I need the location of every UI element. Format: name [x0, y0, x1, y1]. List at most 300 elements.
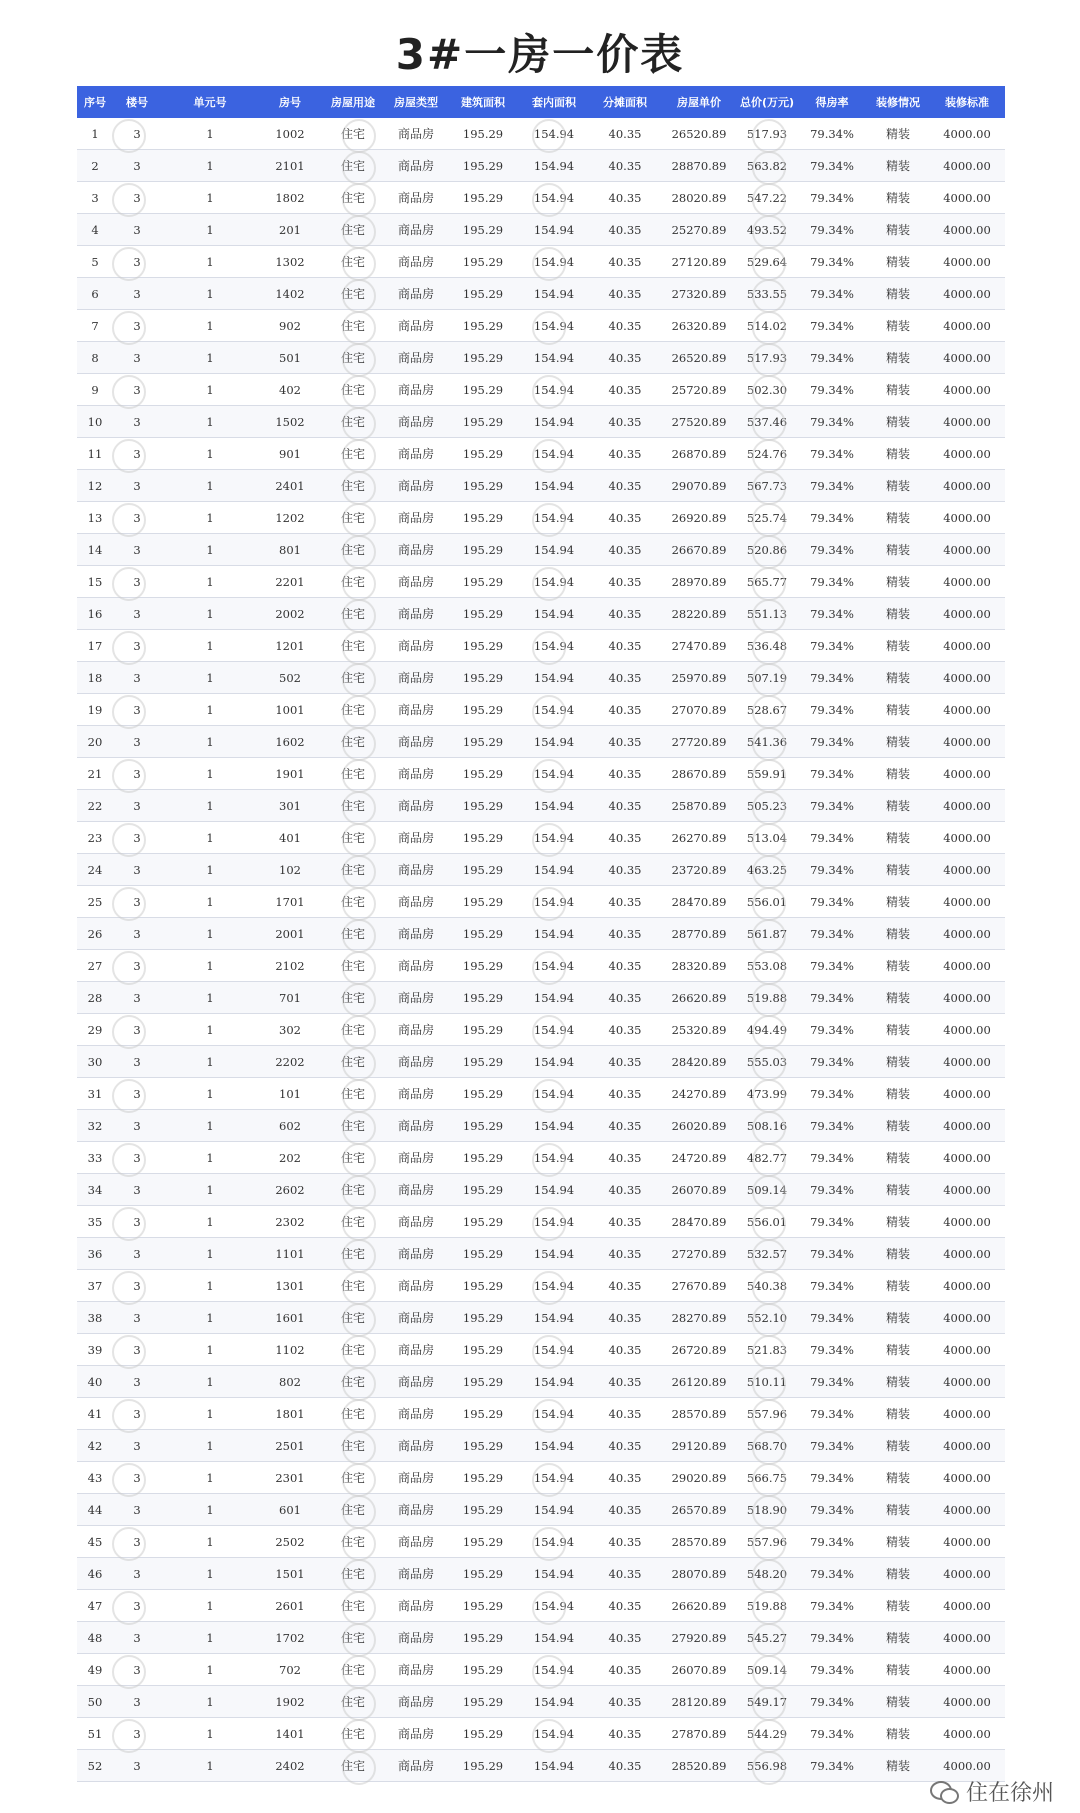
table-cell: 精装 [867, 1750, 929, 1782]
table-cell: 3 [113, 150, 161, 182]
table-cell: 1 [161, 214, 259, 246]
table-row [77, 1046, 1005, 1078]
table-cell: 195.29 [447, 886, 519, 918]
table-cell: 18 [77, 662, 113, 694]
table-cell: 26720.89 [661, 1334, 737, 1366]
table-cell: 40.35 [589, 502, 661, 534]
table-cell: 4000.00 [929, 694, 1005, 726]
table-cell: 精装 [867, 1526, 929, 1558]
table-cell: 精装 [867, 1334, 929, 1366]
table-cell: 4000.00 [929, 470, 1005, 502]
table-cell: 507.19 [737, 662, 797, 694]
table-cell: 3 [113, 438, 161, 470]
table-cell: 1 [161, 1462, 259, 1494]
table-row [77, 502, 1005, 534]
table-cell: 商品房 [385, 246, 447, 278]
table-row [77, 150, 1005, 182]
table-cell: 商品房 [385, 534, 447, 566]
table-cell: 40.35 [589, 918, 661, 950]
table-cell: 529.64 [737, 246, 797, 278]
table-cell: 4000.00 [929, 1526, 1005, 1558]
table-cell: 精装 [867, 1046, 929, 1078]
table-cell: 精装 [867, 502, 929, 534]
table-cell: 4000.00 [929, 662, 1005, 694]
table-cell: 住宅 [321, 534, 385, 566]
table-cell: 精装 [867, 694, 929, 726]
table-header [77, 86, 1005, 118]
table-cell: 1701 [259, 886, 321, 918]
table-cell: 住宅 [321, 1302, 385, 1334]
table-cell: 1 [161, 1654, 259, 1686]
table-cell: 住宅 [321, 1270, 385, 1302]
table-row [77, 246, 1005, 278]
table-cell: 精装 [867, 1238, 929, 1270]
table-cell: 154.94 [519, 1174, 589, 1206]
table-cell: 40.35 [589, 1494, 661, 1526]
table-cell: 27870.89 [661, 1718, 737, 1750]
table-cell: 1 [161, 374, 259, 406]
table-cell: 520.86 [737, 534, 797, 566]
table-cell: 商品房 [385, 502, 447, 534]
table-cell: 4000.00 [929, 1078, 1005, 1110]
table-cell: 40.35 [589, 1750, 661, 1782]
table-cell: 1 [161, 1430, 259, 1462]
table-cell: 4000.00 [929, 150, 1005, 182]
table-cell: 40.35 [589, 534, 661, 566]
table-cell: 79.34% [797, 1238, 867, 1270]
table-cell: 4000.00 [929, 1494, 1005, 1526]
table-row [77, 1718, 1005, 1750]
table-cell: 1 [161, 1494, 259, 1526]
table-cell: 29020.89 [661, 1462, 737, 1494]
table-cell: 28220.89 [661, 598, 737, 630]
table-cell: 528.67 [737, 694, 797, 726]
table-cell: 79.34% [797, 1142, 867, 1174]
table-cell: 195.29 [447, 918, 519, 950]
table-cell: 住宅 [321, 214, 385, 246]
table-cell: 3 [113, 1398, 161, 1430]
table-cell: 79.34% [797, 1302, 867, 1334]
table-cell: 商品房 [385, 950, 447, 982]
table-cell: 79.34% [797, 1046, 867, 1078]
table-cell: 1 [161, 406, 259, 438]
table-cell: 1501 [259, 1558, 321, 1590]
table-cell: 40.35 [589, 1366, 661, 1398]
table-cell: 195.29 [447, 1686, 519, 1718]
table-row [77, 1142, 1005, 1174]
table-cell: 精装 [867, 470, 929, 502]
table-cell: 195.29 [447, 1526, 519, 1558]
table-cell: 商品房 [385, 1366, 447, 1398]
table-cell: 195.29 [447, 406, 519, 438]
table-cell: 4000.00 [929, 1270, 1005, 1302]
table-cell: 3 [113, 1558, 161, 1590]
table-cell: 26070.89 [661, 1174, 737, 1206]
table-cell: 3 [113, 1110, 161, 1142]
table-cell: 28070.89 [661, 1558, 737, 1590]
table-cell: 3 [113, 886, 161, 918]
table-cell: 79.34% [797, 534, 867, 566]
table-cell: 住宅 [321, 1526, 385, 1558]
table-cell: 40.35 [589, 246, 661, 278]
table-cell: 28520.89 [661, 1750, 737, 1782]
table-cell: 195.29 [447, 1398, 519, 1430]
table-cell: 548.20 [737, 1558, 797, 1590]
table-cell: 79.34% [797, 1078, 867, 1110]
table-cell: 精装 [867, 918, 929, 950]
table-cell: 21 [77, 758, 113, 790]
table-cell: 2502 [259, 1526, 321, 1558]
table-cell: 79.34% [797, 1398, 867, 1430]
table-cell: 3 [113, 1494, 161, 1526]
table-cell: 40.35 [589, 1622, 661, 1654]
table-cell: 154.94 [519, 1430, 589, 1462]
table-row [77, 182, 1005, 214]
table-cell: 493.52 [737, 214, 797, 246]
table-cell: 463.25 [737, 854, 797, 886]
table-cell: 住宅 [321, 854, 385, 886]
table-cell: 195.29 [447, 1302, 519, 1334]
table-cell: 42 [77, 1430, 113, 1462]
table-cell: 154.94 [519, 534, 589, 566]
table-row [77, 694, 1005, 726]
table-cell: 154.94 [519, 790, 589, 822]
table-cell: 商品房 [385, 1302, 447, 1334]
table-cell: 154.94 [519, 854, 589, 886]
table-cell: 1 [161, 1142, 259, 1174]
table-row [77, 1110, 1005, 1142]
table-cell: 79.34% [797, 118, 867, 150]
table-cell: 4000.00 [929, 982, 1005, 1014]
table-cell: 商品房 [385, 1078, 447, 1110]
table-cell: 40.35 [589, 1526, 661, 1558]
table-cell: 22 [77, 790, 113, 822]
table-cell: 商品房 [385, 406, 447, 438]
table-cell: 1 [161, 1590, 259, 1622]
table-cell: 195.29 [447, 1622, 519, 1654]
table-cell: 住宅 [321, 1494, 385, 1526]
table-cell: 1302 [259, 246, 321, 278]
table-cell: 40.35 [589, 1238, 661, 1270]
table-cell: 36 [77, 1238, 113, 1270]
table-cell: 556.01 [737, 886, 797, 918]
table-cell: 46 [77, 1558, 113, 1590]
table-cell: 154.94 [519, 1526, 589, 1558]
table-cell: 29120.89 [661, 1430, 737, 1462]
table-cell: 40.35 [589, 1206, 661, 1238]
table-cell: 精装 [867, 1174, 929, 1206]
table-cell: 101 [259, 1078, 321, 1110]
table-cell: 3 [113, 630, 161, 662]
table-cell: 28670.89 [661, 758, 737, 790]
table-cell: 精装 [867, 182, 929, 214]
table-cell: 195.29 [447, 1078, 519, 1110]
table-cell: 802 [259, 1366, 321, 1398]
table-cell: 27670.89 [661, 1270, 737, 1302]
table-cell: 3 [113, 950, 161, 982]
table-cell: 40.35 [589, 470, 661, 502]
table-cell: 40.35 [589, 1430, 661, 1462]
table-cell: 商品房 [385, 150, 447, 182]
table-cell: 154.94 [519, 1494, 589, 1526]
table-cell: 154.94 [519, 310, 589, 342]
table-cell: 4000.00 [929, 214, 1005, 246]
table-cell: 154.94 [519, 182, 589, 214]
table-cell: 商品房 [385, 1046, 447, 1078]
table-cell: 住宅 [321, 1686, 385, 1718]
table-cell: 79.34% [797, 1110, 867, 1142]
table-cell: 1 [161, 1110, 259, 1142]
table-cell: 3 [113, 1078, 161, 1110]
table-cell: 154.94 [519, 758, 589, 790]
table-cell: 32 [77, 1110, 113, 1142]
table-cell: 3 [77, 182, 113, 214]
table-cell: 3 [113, 1174, 161, 1206]
table-cell: 195.29 [447, 310, 519, 342]
table-cell: 26620.89 [661, 1590, 737, 1622]
table-cell: 住宅 [321, 1206, 385, 1238]
table-row [77, 854, 1005, 886]
table-cell: 195.29 [447, 1462, 519, 1494]
table-cell: 4000.00 [929, 1142, 1005, 1174]
table-cell: 79.34% [797, 694, 867, 726]
table-cell: 154.94 [519, 1366, 589, 1398]
table-cell: 住宅 [321, 470, 385, 502]
table-cell: 4000.00 [929, 1558, 1005, 1590]
table-cell: 40.35 [589, 1398, 661, 1430]
table-cell: 52 [77, 1750, 113, 1782]
table-cell: 79.34% [797, 342, 867, 374]
table-cell: 住宅 [321, 982, 385, 1014]
table-cell: 154.94 [519, 1590, 589, 1622]
table-cell: 精装 [867, 758, 929, 790]
footer-brand [930, 1776, 1054, 1807]
table-cell: 商品房 [385, 1334, 447, 1366]
table-cell: 住宅 [321, 1174, 385, 1206]
table-row [77, 566, 1005, 598]
table-cell: 1 [161, 630, 259, 662]
table-cell: 1 [77, 118, 113, 150]
table-cell: 154.94 [519, 1622, 589, 1654]
table-cell: 28570.89 [661, 1398, 737, 1430]
column-header: 建筑面积 [447, 86, 519, 118]
table-cell: 154.94 [519, 566, 589, 598]
table-cell: 40.35 [589, 630, 661, 662]
table-cell: 3 [113, 854, 161, 886]
table-cell: 79.34% [797, 374, 867, 406]
table-cell: 精装 [867, 950, 929, 982]
table-cell: 4000.00 [929, 566, 1005, 598]
table-cell: 商品房 [385, 214, 447, 246]
table-cell: 26020.89 [661, 1110, 737, 1142]
table-cell: 79.34% [797, 918, 867, 950]
table-cell: 51 [77, 1718, 113, 1750]
table-cell: 3 [113, 374, 161, 406]
table-cell: 住宅 [321, 1078, 385, 1110]
table-cell: 住宅 [321, 1590, 385, 1622]
table-cell: 154.94 [519, 118, 589, 150]
table-cell: 1 [161, 1334, 259, 1366]
table-cell: 3 [113, 278, 161, 310]
table-cell: 精装 [867, 854, 929, 886]
table-cell: 552.10 [737, 1302, 797, 1334]
table-cell: 精装 [867, 1462, 929, 1494]
table-cell: 40.35 [589, 374, 661, 406]
table-cell: 精装 [867, 1014, 929, 1046]
table-cell: 4000.00 [929, 246, 1005, 278]
table-cell: 商品房 [385, 342, 447, 374]
table-cell: 6 [77, 278, 113, 310]
table-cell: 28270.89 [661, 1302, 737, 1334]
table-cell: 44 [77, 1494, 113, 1526]
table-cell: 住宅 [321, 598, 385, 630]
table-cell: 26320.89 [661, 310, 737, 342]
table-cell: 4000.00 [929, 854, 1005, 886]
table-cell: 4000.00 [929, 1590, 1005, 1622]
table-cell: 4000.00 [929, 342, 1005, 374]
table-cell: 509.14 [737, 1654, 797, 1686]
table-cell: 154.94 [519, 1078, 589, 1110]
table-cell: 4000.00 [929, 918, 1005, 950]
table-cell: 住宅 [321, 1558, 385, 1590]
table-cell: 14 [77, 534, 113, 566]
table-cell: 住宅 [321, 1398, 385, 1430]
table-cell: 202 [259, 1142, 321, 1174]
table-cell: 195.29 [447, 278, 519, 310]
table-cell: 3 [113, 182, 161, 214]
table-cell: 住宅 [321, 150, 385, 182]
table-cell: 195.29 [447, 822, 519, 854]
table-cell: 195.29 [447, 1110, 519, 1142]
table-cell: 精装 [867, 1718, 929, 1750]
table-cell: 40.35 [589, 342, 661, 374]
table-cell: 195.29 [447, 470, 519, 502]
table-cell: 4000.00 [929, 534, 1005, 566]
table-cell: 3 [113, 566, 161, 598]
table-cell: 商品房 [385, 1142, 447, 1174]
table-cell: 40.35 [589, 438, 661, 470]
table-cell: 26870.89 [661, 438, 737, 470]
table-row [77, 1622, 1005, 1654]
table-cell: 商品房 [385, 886, 447, 918]
table-cell: 住宅 [321, 438, 385, 470]
table-cell: 商品房 [385, 1526, 447, 1558]
table-cell: 154.94 [519, 918, 589, 950]
table-cell: 1 [161, 694, 259, 726]
table-row [77, 918, 1005, 950]
table-cell: 4000.00 [929, 1014, 1005, 1046]
table-cell: 195.29 [447, 758, 519, 790]
table-cell: 精装 [867, 982, 929, 1014]
table-cell: 1 [161, 534, 259, 566]
table-cell: 154.94 [519, 1142, 589, 1174]
table-cell: 3 [113, 310, 161, 342]
table-cell: 4000.00 [929, 598, 1005, 630]
table-cell: 195.29 [447, 1174, 519, 1206]
table-cell: 565.77 [737, 566, 797, 598]
table-cell: 195.29 [447, 598, 519, 630]
table-cell: 住宅 [321, 1238, 385, 1270]
table-cell: 精装 [867, 342, 929, 374]
table-cell: 4000.00 [929, 1430, 1005, 1462]
table-cell: 29 [77, 1014, 113, 1046]
table-cell: 商品房 [385, 1654, 447, 1686]
table-cell: 195.29 [447, 246, 519, 278]
table-cell: 40.35 [589, 598, 661, 630]
table-row [77, 1526, 1005, 1558]
table-cell: 79.34% [797, 630, 867, 662]
table-cell: 195.29 [447, 150, 519, 182]
table-cell: 2602 [259, 1174, 321, 1206]
table-cell: 541.36 [737, 726, 797, 758]
table-cell: 4000.00 [929, 118, 1005, 150]
table-cell: 27 [77, 950, 113, 982]
table-cell: 住宅 [321, 1430, 385, 1462]
table-cell: 28870.89 [661, 150, 737, 182]
table-cell: 商品房 [385, 1494, 447, 1526]
table-cell: 4000.00 [929, 406, 1005, 438]
table-cell: 154.94 [519, 278, 589, 310]
table-row [77, 1270, 1005, 1302]
table-cell: 3 [113, 1334, 161, 1366]
table-cell: 住宅 [321, 886, 385, 918]
table-cell: 1 [161, 246, 259, 278]
table-cell: 195.29 [447, 214, 519, 246]
table-cell: 195.29 [447, 374, 519, 406]
table-cell: 2101 [259, 150, 321, 182]
table-cell: 40.35 [589, 886, 661, 918]
table-cell: 40 [77, 1366, 113, 1398]
table-cell: 301 [259, 790, 321, 822]
table-cell: 79.34% [797, 470, 867, 502]
table-cell: 154.94 [519, 1686, 589, 1718]
table-cell: 79.34% [797, 310, 867, 342]
table-cell: 519.88 [737, 982, 797, 1014]
table-cell: 4000.00 [929, 374, 1005, 406]
table-cell: 40.35 [589, 406, 661, 438]
table-cell: 1 [161, 470, 259, 502]
table-cell: 40.35 [589, 662, 661, 694]
table-cell: 3 [113, 1462, 161, 1494]
wechat-icon [930, 1781, 958, 1803]
table-cell: 40.35 [589, 982, 661, 1014]
table-cell: 精装 [867, 1558, 929, 1590]
table-cell: 556.01 [737, 1206, 797, 1238]
table-cell: 12 [77, 470, 113, 502]
table-cell: 154.94 [519, 406, 589, 438]
table-cell: 住宅 [321, 790, 385, 822]
table-cell: 79.34% [797, 1750, 867, 1782]
table-cell: 801 [259, 534, 321, 566]
table-cell: 24 [77, 854, 113, 886]
table-cell: 79.34% [797, 758, 867, 790]
table-row [77, 278, 1005, 310]
table-cell: 1 [161, 1398, 259, 1430]
table-cell: 33 [77, 1142, 113, 1174]
table-cell: 40.35 [589, 726, 661, 758]
table-cell: 3 [113, 1014, 161, 1046]
table-row [77, 1206, 1005, 1238]
table-cell: 4000.00 [929, 1654, 1005, 1686]
table-row [77, 374, 1005, 406]
table-cell: 154.94 [519, 630, 589, 662]
table-row [77, 1494, 1005, 1526]
table-cell: 533.55 [737, 278, 797, 310]
table-cell: 79.34% [797, 214, 867, 246]
table-cell: 精装 [867, 118, 929, 150]
table-cell: 4000.00 [929, 1238, 1005, 1270]
table-cell: 40.35 [589, 790, 661, 822]
